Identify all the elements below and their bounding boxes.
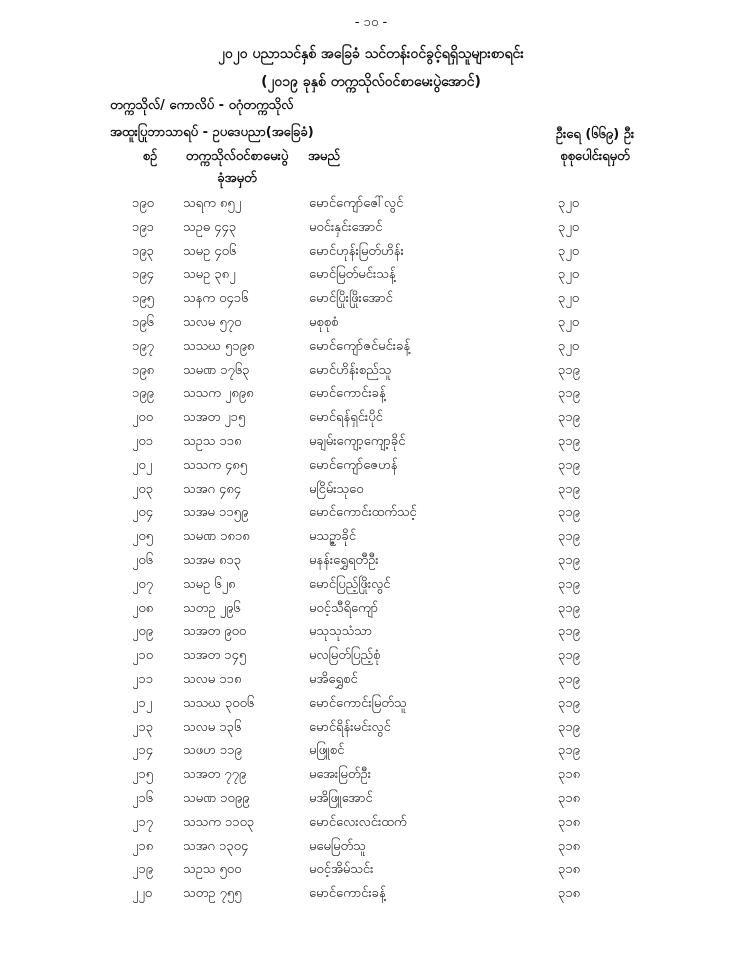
- total-mark: ၃၁၉: [558, 576, 580, 592]
- total-mark: ၃၂၀: [558, 314, 580, 330]
- roll-number: သမဏ ၁၀၉၉: [183, 790, 250, 806]
- roll-number: သအဂ ၄၈၄: [183, 481, 242, 497]
- total-mark: ၃၁၉: [558, 743, 580, 759]
- roll-header-line2: ခုံအမှတ်: [217, 171, 257, 186]
- total-mark: ၃၂၀: [558, 338, 580, 354]
- row-number: ၂၁၉: [132, 862, 154, 878]
- total-mark: ၃၁၈: [558, 790, 581, 806]
- roll-number: သအတ ၇၇၉: [183, 767, 247, 783]
- row-number: ၂၁၈: [132, 838, 154, 854]
- roll-number: သသဃ ၃၀၀၆: [183, 695, 255, 711]
- roll-number: သမဥ ၄၀၆: [183, 243, 237, 259]
- results-table: [0, 192, 742, 906]
- table-row: [0, 430, 742, 454]
- total-mark: ၃၂၀: [558, 243, 580, 259]
- row-number: ၂၁၂: [132, 695, 153, 711]
- roll-number: သဖဟ ၁၁၉: [183, 743, 242, 759]
- total-mark: ၃၁၉: [558, 433, 580, 449]
- table-row: [0, 835, 742, 859]
- table-row: [0, 597, 742, 621]
- row-number: ၁၉၇: [132, 338, 154, 354]
- row-number: ၂၁၅: [132, 767, 154, 783]
- student-name: မလမြတ်ပြည့်စုံ: [309, 648, 381, 664]
- roll-number: သအဂ ၁၃၀၄: [183, 838, 249, 854]
- total-mark: ၃၂၀: [558, 267, 580, 283]
- total-mark: ၃၁၉: [558, 552, 580, 568]
- page-number: - ၁၀ -: [354, 15, 388, 30]
- student-name: မောင်ဟိန်းစည်သူ: [309, 362, 392, 378]
- row-number: ၂၁၇: [132, 814, 154, 830]
- row-number: ၂၀၈: [132, 600, 154, 616]
- row-number: ၂၁၆: [132, 790, 154, 806]
- table-row: [0, 549, 742, 573]
- row-number: ၂၀၅: [132, 529, 154, 545]
- roll-number: သအတ ၉၀၀: [183, 624, 247, 640]
- table-row: [0, 525, 742, 549]
- student-name: မအိဖြူအောင်: [309, 790, 373, 806]
- student-name: မောင်ကောင်းခန့်: [309, 386, 386, 402]
- roll-number: သလမ ၅၇၀: [183, 314, 242, 330]
- roll-number: သဥသ ၁၁၈: [183, 433, 242, 449]
- student-name: မောင်လေးလင်းထက်: [309, 814, 407, 830]
- student-name: မဝင့်သီရိကျော်: [309, 600, 379, 616]
- roll-number: သသက ၂၈၉၈: [183, 386, 254, 402]
- student-name: မောင်ရိန်းမင်းလွင်: [309, 719, 391, 735]
- table-row: [0, 359, 742, 383]
- student-name: မောင်ဟုန်းမြတ်ဟိန်း: [309, 243, 404, 259]
- table-row: [0, 668, 742, 692]
- total-mark: ၃၁၈: [558, 886, 581, 902]
- roll-number: သနက ၀၄၁၆: [183, 291, 249, 307]
- student-name: မောင်မြတ်မင်းသန့်: [309, 267, 396, 283]
- student-name: မဝင့်အိမ်သင်း: [309, 862, 374, 878]
- total-mark: ၃၁၉: [558, 529, 580, 545]
- table-row: [0, 478, 742, 502]
- table-row: [0, 263, 742, 287]
- roll-number: သမဥ ၆၂၈: [183, 576, 236, 592]
- student-name: မောင်ကျော်ဇင်မင်းခန့်: [309, 338, 411, 354]
- table-row: [0, 287, 742, 311]
- roll-number: သအမ ၈၁၃: [183, 552, 242, 568]
- total-mark: ၃၁၉: [558, 600, 580, 616]
- student-name: မောင်ပြိုးဖြိုးအောင်: [309, 291, 393, 307]
- student-name: မောင်ရန်ရှင်းပိုင်: [309, 410, 383, 426]
- table-row: [0, 739, 742, 763]
- total-mark: ၃၁၈: [558, 767, 581, 783]
- row-number: ၂၀၉: [132, 624, 154, 640]
- total-mark: ၃၁၉: [558, 481, 580, 497]
- student-name: မမေမြတ်သူ: [309, 838, 366, 854]
- table-row: [0, 620, 742, 644]
- table-row: [0, 192, 742, 216]
- row-number: ၂၁၁: [132, 671, 154, 687]
- table-row: [0, 335, 742, 359]
- subject-line: အထူးပြုဘာသာရပ် - ဥပဒေပညာ(အခြေခံ): [110, 125, 314, 140]
- student-name: မအေးမြတ်ဦး: [309, 767, 371, 783]
- roll-number: သတဥ ၂၉၆: [183, 600, 241, 616]
- roll-number: သသဃ ၅၁၉၈: [183, 338, 255, 354]
- roll-number: သဥဓ ၄၄၃: [183, 219, 237, 235]
- roll-number: သမဏ ၁၈၁၈: [183, 529, 250, 545]
- roll-number: သရက ၈၅၂: [183, 196, 242, 211]
- roll-number: သလမ ၁၃၆: [183, 719, 242, 735]
- student-name: မဖြူစင်: [309, 743, 345, 759]
- roll-number: သအမ ၁၁၅၉: [183, 505, 249, 521]
- total-mark: ၃၁၉: [558, 719, 580, 735]
- roll-number: သသက ၁၁၀၃: [183, 814, 255, 830]
- row-number: ၁၉၆: [132, 314, 154, 330]
- row-number: ၂၀၃: [132, 481, 154, 497]
- table-row: [0, 573, 742, 597]
- row-number: ၁၉၀: [132, 196, 154, 211]
- table-row: [0, 454, 742, 478]
- total-mark: ၃၂၀: [558, 196, 580, 211]
- row-number: ၂၀၄: [132, 505, 154, 521]
- table-row: [0, 501, 742, 525]
- total-mark: ၃၁၉: [558, 671, 580, 687]
- total-mark: ၃၁၉: [558, 648, 580, 664]
- student-name: မငြိမ်းသုဝေ: [309, 481, 364, 497]
- student-name: မသဉ္ဇာခိုင်: [309, 529, 357, 545]
- table-row: [0, 858, 742, 882]
- total-mark: ၃၁၉: [558, 457, 580, 473]
- roll-header-line1: တက္ကသိုလ်ဝင်စာမေးပွဲ: [185, 149, 289, 164]
- row-number: ၁၉၈: [132, 362, 155, 378]
- table-row: [0, 382, 742, 406]
- column-header-roll: [172, 146, 302, 190]
- row-number: ၂၁၄: [132, 743, 154, 759]
- total-mark: ၃၁၉: [558, 695, 580, 711]
- total-count-label: ဦးရေ (၆၆၉) ဦး: [555, 127, 635, 142]
- total-mark: ၃၁၉: [558, 362, 580, 378]
- row-number: ၂၀၁: [132, 433, 154, 449]
- total-mark: ၃၂၀: [558, 219, 580, 235]
- row-number: ၂၀၆: [132, 552, 154, 568]
- table-row: [0, 763, 742, 787]
- total-mark: ၃၂၀: [558, 291, 580, 307]
- student-name: မသုသုသံသာ: [309, 624, 373, 640]
- student-name: မောင်ကျော်ဇေါ်လွင်: [309, 196, 404, 211]
- total-mark: ၃၁၉: [558, 386, 580, 402]
- student-name: မအိရွှေစင်: [309, 671, 358, 687]
- row-number: ၁၉၃: [132, 243, 154, 259]
- row-number: ၂၂၀: [132, 886, 153, 902]
- table-row: [0, 716, 742, 740]
- student-name: မနန်းရွှေရတီဦး: [309, 552, 379, 568]
- table-row: [0, 311, 742, 335]
- total-mark: ၃၁၉: [558, 624, 580, 640]
- table-row: [0, 216, 742, 240]
- total-mark: ၃၁၉: [558, 410, 580, 426]
- student-name: မောင်ကောင်းမြတ်သူ: [309, 695, 407, 711]
- roll-number: သတဥ ၇၅၅: [183, 886, 242, 902]
- total-mark: ၃၁၈: [558, 862, 581, 878]
- table-row: [0, 787, 742, 811]
- student-name: မောင်ကောင်းခန့်: [309, 886, 386, 902]
- student-name: မစုစုစံ: [309, 314, 339, 330]
- marks-header: [530, 124, 660, 168]
- student-name: မချမ်းကျော့ကျော့ခိုင်: [309, 433, 406, 449]
- university-line: တက္ကသိုလ်/ ကောလိပ် - ဝဂုံတက္ကသိုလ်: [110, 98, 294, 113]
- row-number: ၁၉၉: [132, 386, 154, 402]
- row-number: ၁၉၄: [132, 267, 154, 283]
- row-number: ၂၁၃: [132, 719, 154, 735]
- student-name: မောင်ကျော်ဇေဟန်: [309, 457, 398, 473]
- roll-number: သအတ ၂၁၅: [183, 410, 246, 426]
- roll-number: သလမ ၁၁၈: [183, 671, 242, 687]
- roll-number: သမဏ ၁၇၆၃: [183, 362, 250, 378]
- table-row: [0, 406, 742, 430]
- table-row: [0, 692, 742, 716]
- document-subtitle: (၂၀၁၉ ခုနှစ် တက္ကသိုလ်ဝင်စာမေးပွဲအောင်): [261, 74, 481, 90]
- row-number: ၁၉၁: [132, 219, 154, 235]
- column-header-name: အမည်: [308, 149, 340, 164]
- column-header-no: စဉ်: [142, 149, 158, 164]
- student-name: မောင်ကောင်းထက်သင့်: [309, 505, 417, 521]
- row-number: ၂၀၀: [132, 410, 154, 426]
- row-number: ၂၀၇: [132, 576, 154, 592]
- roll-number: သဥသ ၅၀၀: [183, 862, 242, 878]
- total-marks-label: စုစုပေါင်းရမှတ်: [560, 149, 630, 164]
- document-title: ၂၀၂၀ ပညာသင်နှစ် အခြေခံ သင်တန်းဝင်ခွင့်ရရှိသူများစာရင်း: [218, 46, 524, 62]
- total-mark: ၃၁၉: [558, 505, 580, 521]
- total-mark: ၃၁၈: [558, 814, 581, 830]
- row-number: ၂၀၂: [132, 457, 153, 473]
- roll-number: သအတ ၁၄၅: [183, 648, 247, 664]
- row-number: ၂၁၀: [132, 648, 154, 664]
- row-number: ၁၉၅: [132, 291, 154, 307]
- total-mark: ၃၁၈: [558, 838, 581, 854]
- student-name: မောင်ပြည့်ဖြိုးလွင်: [309, 576, 391, 592]
- table-row: [0, 811, 742, 835]
- table-row: [0, 644, 742, 668]
- roll-number: သသက ၄၈၅: [183, 457, 248, 473]
- student-name: မဝင်းနှင်းအောင်: [309, 219, 383, 235]
- roll-number: သမဥ ၃၈၂: [183, 267, 236, 283]
- table-row: [0, 882, 742, 906]
- table-row: [0, 240, 742, 264]
